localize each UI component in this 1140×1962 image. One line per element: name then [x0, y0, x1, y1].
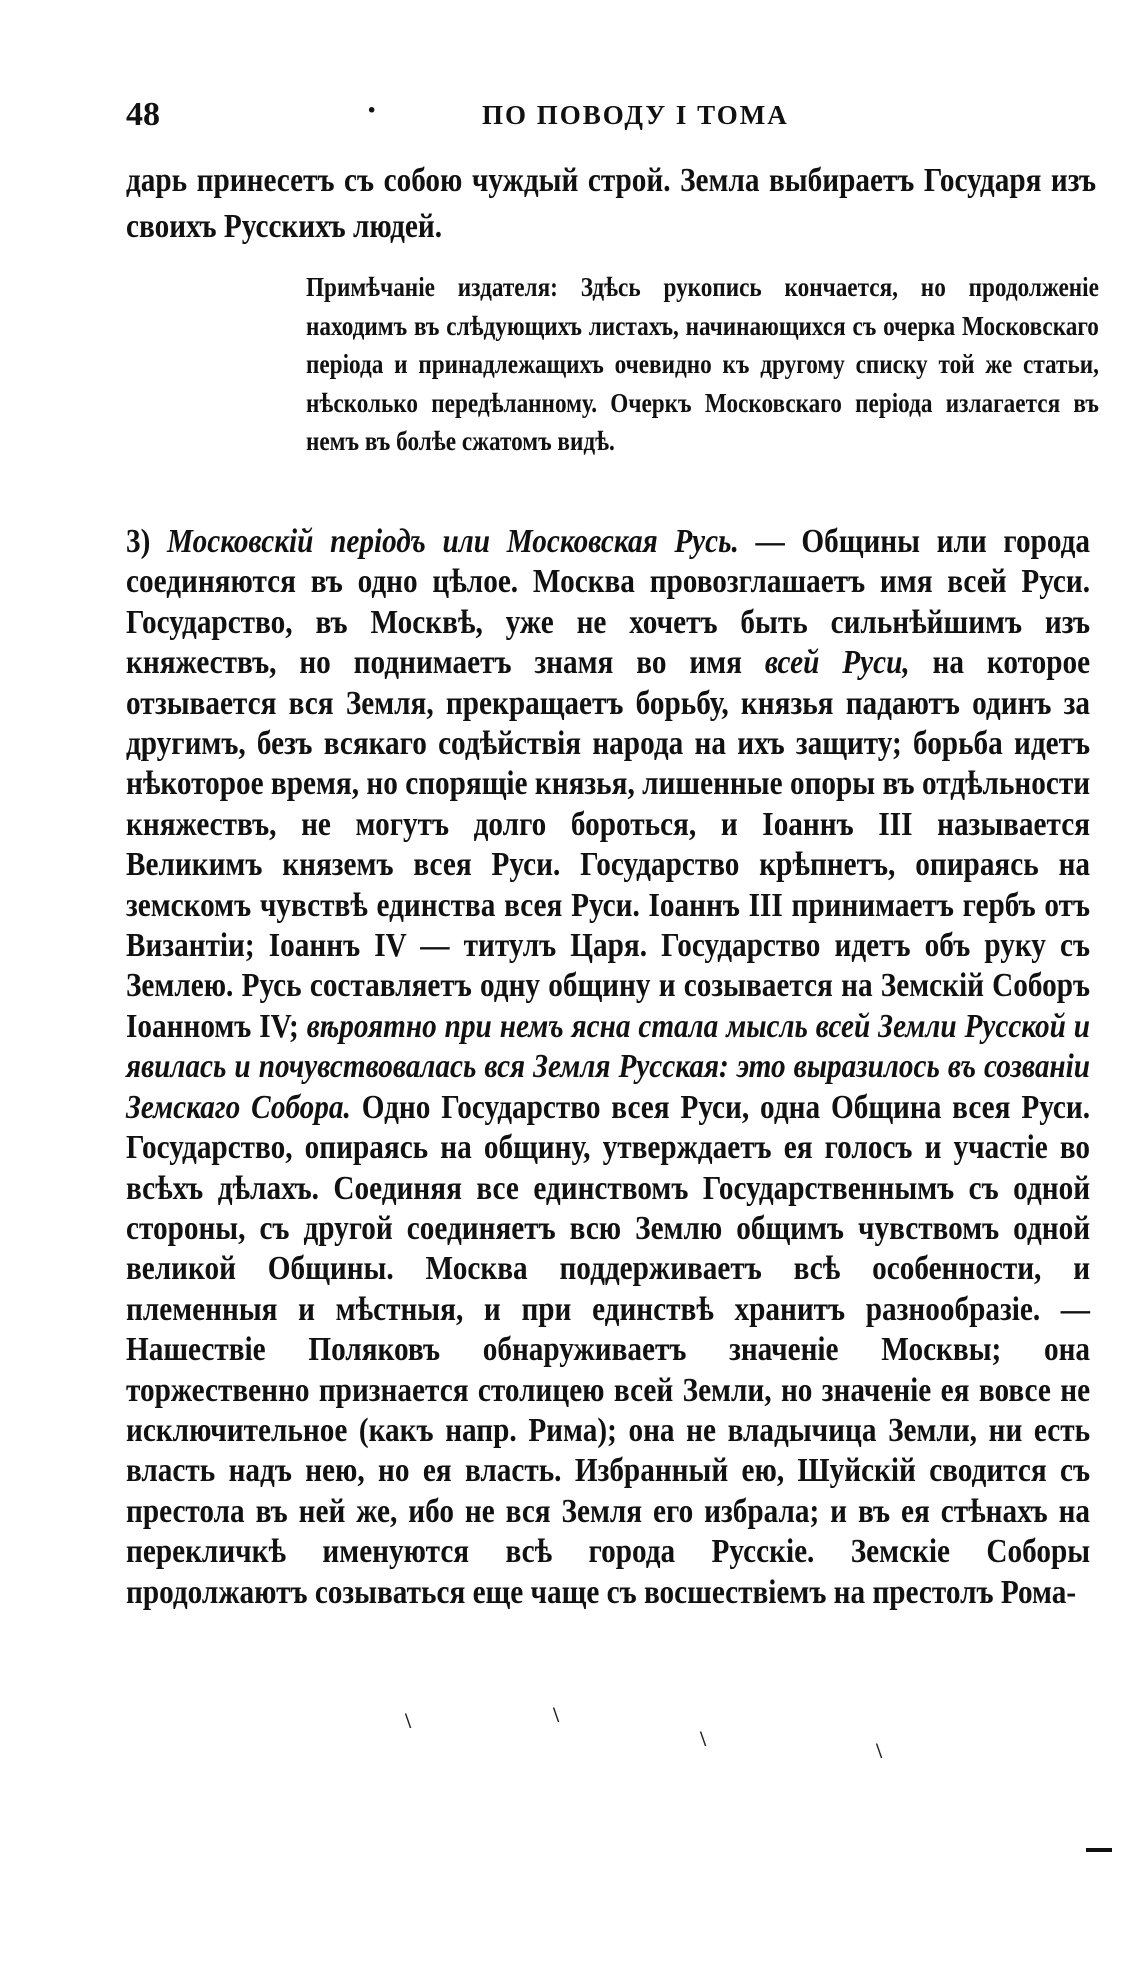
page-number: 48: [126, 96, 160, 133]
body-text-part-2: на которое отзывается вся Земля, прекращаетъ борьбу, князья падаютъ одинъ за другимъ, безъ всякаго содѣйствія народа на ихъ защиту; борьба идетъ нѣкоторое время, но спорящіе князья, лишенные опоры въ отдѣльности княжествъ, не могутъ долго бороться, и Іоаннъ III называется Великимъ княземъ всея Руси. Государство крѣпнетъ, опираясь на земскомъ чувствѣ единства всея Руси. Іоаннъ III принимаетъ гербъ отъ Византіи; Іоаннъ IV — титулъ Царя. Государство идетъ объ руку съ Землею. Русь составляетъ одну общину и созывается на Земскій Соборъ Іоанномъ IV;: [126, 644, 1091, 1045]
running-title: ПО ПОВОДУ I ТОМА: [482, 100, 789, 130]
body-text-part-1: — Общины или города соединяются въ одно цѣлое. Москва провозглашаетъ имя всей Руси. Государство, въ Москвѣ, уже не хочетъ быть сильнѣйшимъ изъ княжествъ, но поднимаетъ знамя во имя: [126, 523, 1091, 682]
body-italic-part-2: вѣроятно при немъ ясна стала мысль всей Земли Русской и явилась и почувствовалась вся Земля Русская: это выразилось въ созваніи Земскаго Собора.: [126, 1007, 1091, 1126]
edge-dash: [1086, 1848, 1112, 1852]
section-title: Московскій періодъ или Московская Русь.: [167, 523, 739, 560]
section-number: 3): [126, 523, 151, 560]
header-dot: ·: [366, 92, 378, 129]
stray-mark: \: [700, 1726, 707, 1751]
page-header: [126, 92, 1106, 136]
body-text-part-3: Одно Государство всея Руси, одна Община всея Руси. Государство, опираясь на общину, утверждаетъ ея голосъ и участіе во всѣхъ дѣлахъ. Соединяя все единствомъ Государственнымъ съ одной стороны, съ другой соединяетъ всю Землю общимъ чувствомъ одной великой Общины. Москва поддерживаетъ всѣ особенности, и племенныя и мѣстныя, и при единствѣ хранитъ разнообразіе. — Нашествіе Поляковъ обнаруживаетъ значеніе Москвы; она торжественно признается столицею всей Земли, но значеніе ея вовсе не исключительное (какъ напр. Рима); она не владычица Земли, ни есть власть надъ нею, но ея власть. Избранный ею, Шуйскій сводится съ престола въ ней же, ибо не вся Земля его избрала; и въ ея стѣнахъ на перекличкѣ именуются всѣ города Русскіе. Земскіе Соборы продолжаютъ созываться еще чаще съ восшествіемъ на престолъ Рома-: [126, 1088, 1091, 1611]
section-3-paragraph: [126, 522, 1090, 1613]
stray-mark: \: [405, 1708, 412, 1733]
publisher-note: Примѣчаніе издателя: Здѣсь рукопись кончается, но продолженіе находимъ въ слѣдующихъ листахъ, начинающихся съ очерка Московскаго періода и принадлежащихъ очевидно къ другому списку той же статьи, нѣсколько передѣланному. Очеркъ Московскаго періода излагается въ немъ въ болѣе сжатомъ видѣ.: [306, 272, 1099, 456]
stray-mark: \: [553, 1702, 560, 1727]
stray-mark: \: [876, 1738, 883, 1763]
lead-paragraph: дарь принесетъ съ собою чуждый строй. Земла выбираетъ Государя изъ своихъ Русскихъ людей.: [126, 162, 1097, 245]
body-italic-part-1: всей Руси,: [764, 644, 910, 682]
